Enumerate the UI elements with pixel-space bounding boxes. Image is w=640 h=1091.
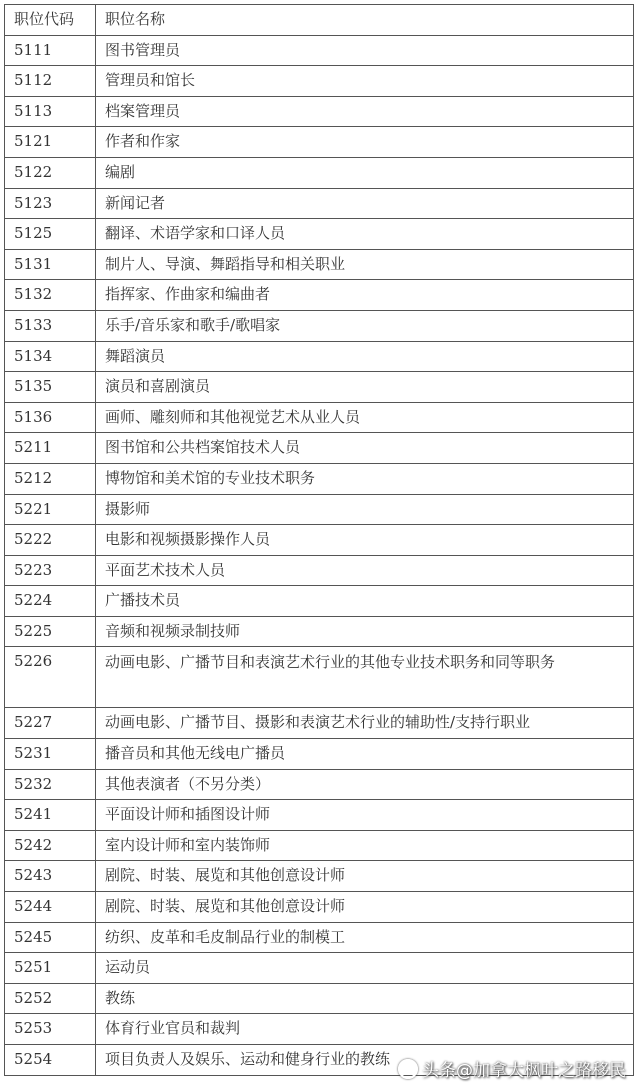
row-name: 指挥家、作曲家和编曲者 (96, 280, 634, 311)
occupation-table (4, 4, 634, 1076)
row-name: 广播技术员 (96, 586, 634, 617)
row-code: 5134 (5, 341, 96, 372)
row-name: 其他表演者（不另分类） (96, 769, 634, 800)
table-row (5, 494, 634, 525)
table-row (5, 647, 634, 708)
row-code: 5221 (5, 494, 96, 525)
table-row (5, 555, 634, 586)
header-name: 职位名称 (96, 5, 634, 36)
row-name: 博物馆和美术馆的专业技术职务 (96, 463, 634, 494)
table-row (5, 861, 634, 892)
row-code: 5222 (5, 525, 96, 556)
row-name: 平面设计师和插图设计师 (96, 800, 634, 831)
table-row (5, 769, 634, 800)
table-row (5, 402, 634, 433)
row-name: 电影和视频摄影操作人员 (96, 525, 634, 556)
row-name: 播音员和其他无线电广播员 (96, 739, 634, 770)
row-name: 图书管理员 (96, 35, 634, 66)
table-row (5, 586, 634, 617)
row-code: 5111 (5, 35, 96, 66)
row-code: 5211 (5, 433, 96, 464)
row-name: 管理员和馆长 (96, 66, 634, 97)
table-row (5, 341, 634, 372)
table-row (5, 66, 634, 97)
row-code: 5212 (5, 463, 96, 494)
row-code: 5232 (5, 769, 96, 800)
table-row (5, 372, 634, 403)
row-code: 5252 (5, 983, 96, 1014)
table-row (5, 739, 634, 770)
row-code: 5225 (5, 616, 96, 647)
row-name: 教练 (96, 983, 634, 1014)
row-code: 5123 (5, 188, 96, 219)
table-row (5, 922, 634, 953)
row-code: 5242 (5, 830, 96, 861)
table-row (5, 249, 634, 280)
row-code: 5122 (5, 157, 96, 188)
row-code: 5226 (5, 647, 96, 708)
row-name: 编剧 (96, 157, 634, 188)
row-code: 5112 (5, 66, 96, 97)
row-name: 剧院、时装、展览和其他创意设计师 (96, 861, 634, 892)
row-name: 画师、雕刻师和其他视觉艺术从业人员 (96, 402, 634, 433)
table-row (5, 800, 634, 831)
table-row (5, 157, 634, 188)
table-body (5, 35, 634, 1075)
row-code: 5125 (5, 219, 96, 250)
table-row (5, 35, 634, 66)
table-row (5, 953, 634, 984)
row-name: 动画电影、广播节目和表演艺术行业的其他专业技术职务和同等职务 (96, 647, 634, 708)
row-code: 5231 (5, 739, 96, 770)
row-code: 5227 (5, 708, 96, 739)
table-row (5, 1014, 634, 1045)
watermark (398, 1056, 626, 1081)
table-row (5, 280, 634, 311)
row-code: 5136 (5, 402, 96, 433)
table-row (5, 983, 634, 1014)
row-code: 5131 (5, 249, 96, 280)
table-row (5, 433, 634, 464)
table-row (5, 463, 634, 494)
row-code: 5223 (5, 555, 96, 586)
table-row (5, 310, 634, 341)
row-name: 翻译、术语学家和口译人员 (96, 219, 634, 250)
row-name: 档案管理员 (96, 96, 634, 127)
row-code: 5133 (5, 310, 96, 341)
row-name: 项目负责人及娱乐、运动和健身行业的教练 (96, 1045, 634, 1076)
row-name: 舞蹈演员 (96, 341, 634, 372)
row-name: 音频和视频录制技师 (96, 616, 634, 647)
row-name: 演员和喜剧演员 (96, 372, 634, 403)
row-name: 动画电影、广播节目、摄影和表演艺术行业的辅助性/支持行职业 (96, 708, 634, 739)
row-name: 乐手/音乐家和歌手/歌唱家 (96, 310, 634, 341)
row-name: 平面艺术技术人员 (96, 555, 634, 586)
table-row (5, 219, 634, 250)
row-name: 图书馆和公共档案馆技术人员 (96, 433, 634, 464)
row-code: 5244 (5, 892, 96, 923)
table-row (5, 892, 634, 923)
row-name: 制片人、导演、舞蹈指导和相关职业 (96, 249, 634, 280)
row-code: 5135 (5, 372, 96, 403)
row-code: 5241 (5, 800, 96, 831)
row-code: 5132 (5, 280, 96, 311)
watermark-logo-icon (398, 1059, 418, 1079)
row-name: 室内设计师和室内装饰师 (96, 830, 634, 861)
table-row (5, 188, 634, 219)
row-name: 摄影师 (96, 494, 634, 525)
table-row (5, 96, 634, 127)
table-row (5, 616, 634, 647)
table-row (5, 708, 634, 739)
row-code: 5254 (5, 1045, 96, 1076)
row-name: 体育行业官员和裁判 (96, 1014, 634, 1045)
row-code: 5224 (5, 586, 96, 617)
row-name: 纺织、皮革和毛皮制品行业的制模工 (96, 922, 634, 953)
row-name: 运动员 (96, 953, 634, 984)
row-code: 5245 (5, 922, 96, 953)
row-code: 5243 (5, 861, 96, 892)
watermark-text: 头条@加拿大枫叶之路移民 (422, 1061, 626, 1081)
row-code: 5251 (5, 953, 96, 984)
row-name: 作者和作家 (96, 127, 634, 158)
table-row (5, 127, 634, 158)
row-code: 5121 (5, 127, 96, 158)
table-row (5, 525, 634, 556)
row-code: 5253 (5, 1014, 96, 1045)
row-name: 新闻记者 (96, 188, 634, 219)
row-name: 剧院、时装、展览和其他创意设计师 (96, 892, 634, 923)
header-code: 职位代码 (5, 5, 96, 36)
row-code: 5113 (5, 96, 96, 127)
table-header-row (5, 5, 634, 36)
table-row (5, 830, 634, 861)
